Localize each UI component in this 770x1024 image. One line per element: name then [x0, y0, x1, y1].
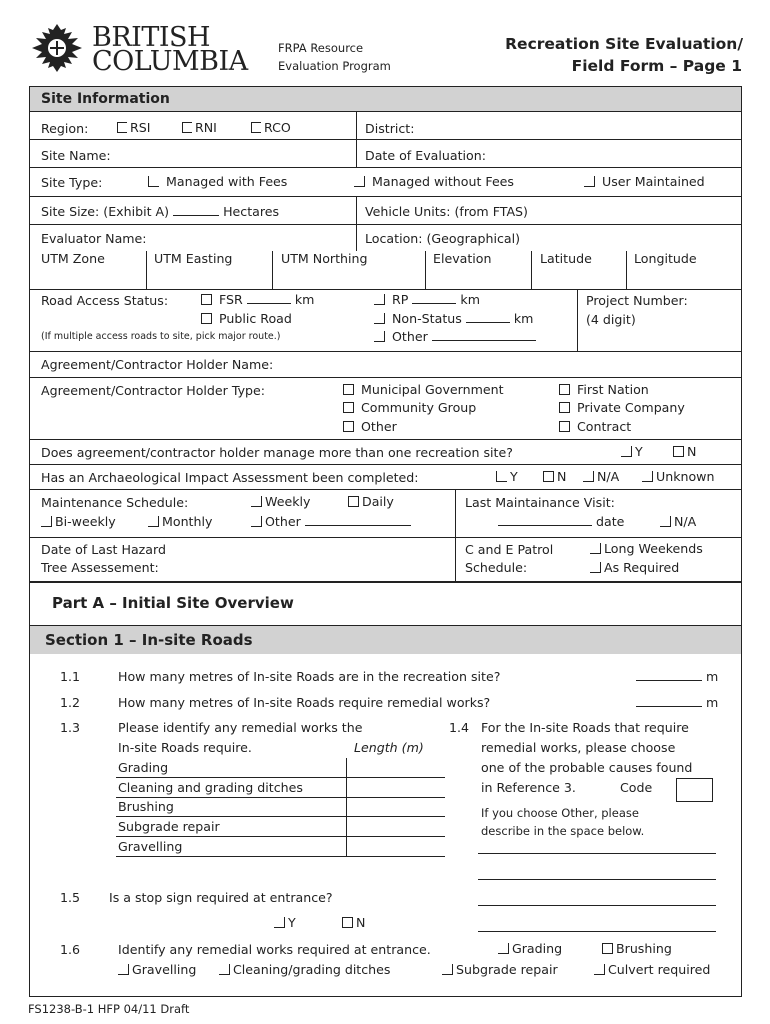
multi-site-yes[interactable]: Y	[621, 444, 643, 459]
logo-text-british: BRITISH	[92, 22, 211, 53]
maint-monthly[interactable]: Monthly	[148, 514, 212, 529]
evaluator-name-field[interactable]: Evaluator Name:	[41, 231, 147, 246]
site-type-label: Site Type:	[41, 175, 103, 190]
q1-5-yes[interactable]: Y	[274, 915, 296, 930]
site-type-managed-no-fees[interactable]: Managed without Fees	[354, 174, 514, 189]
work-grading: Grading	[118, 760, 169, 775]
other-describe-line-2[interactable]	[478, 879, 716, 880]
region-option-rco[interactable]: RCO	[251, 120, 291, 135]
holder-type-municipal[interactable]: Municipal Government	[343, 382, 504, 397]
length-header: Length (m)	[354, 740, 424, 755]
q1-4-other-line2: describe in the space below.	[481, 824, 645, 838]
holder-type-other[interactable]: Other	[343, 419, 397, 434]
utm-zone-field[interactable]: UTM Zone	[41, 251, 105, 266]
other-describe-line-4[interactable]	[478, 931, 716, 932]
site-size-field[interactable]: Site Size: (Exhibit A) Hectares	[41, 204, 280, 219]
q1-3-text-line2: In-site Roads require.	[118, 740, 252, 755]
work-subgrade: Subgrade repair	[118, 819, 220, 834]
form-id-footer: FS1238-B-1 HFP 04/11 Draft	[28, 1002, 190, 1016]
region-option-rsi[interactable]: RSI	[117, 120, 150, 135]
q1-4-line3: one of the probable causes found	[481, 760, 693, 775]
road-access-label: Road Access Status:	[41, 293, 169, 308]
utm-northing-field[interactable]: UTM Northing	[281, 251, 368, 266]
q1-5-text: Is a stop sign required at entrance?	[109, 890, 333, 905]
entrance-brushing[interactable]: Brushing	[602, 941, 672, 956]
q1-1-text: How many metres of In-site Roads are in the recreation site?	[118, 669, 501, 684]
holder-type-contract[interactable]: Contract	[559, 419, 631, 434]
q1-1-number: 1.1	[60, 669, 81, 684]
patrol-label-line2: Schedule:	[465, 560, 528, 575]
elevation-field[interactable]: Elevation	[433, 251, 492, 266]
date-of-evaluation-field[interactable]: Date of Evaluation:	[365, 148, 486, 163]
entrance-subgrade[interactable]: Subgrade repair	[442, 962, 558, 977]
holder-type-first-nation[interactable]: First Nation	[559, 382, 649, 397]
q1-4-line1: For the In-site Roads that require	[481, 720, 689, 735]
maint-other[interactable]: Other	[251, 514, 411, 529]
q1-3-text-line1: Please identify any remedial works the	[118, 720, 363, 735]
q1-2-number: 1.2	[60, 695, 81, 710]
arch-na[interactable]: N/A	[583, 469, 619, 484]
entrance-gravelling[interactable]: Gravelling	[118, 962, 196, 977]
utm-easting-field[interactable]: UTM Easting	[154, 251, 233, 266]
maint-weekly[interactable]: Weekly	[251, 494, 310, 509]
region-label: Region:	[41, 121, 89, 136]
location-field[interactable]: Location: (Geographical)	[365, 231, 521, 246]
site-type-managed-fees[interactable]: Managed with Fees	[148, 174, 287, 189]
patrol-as-required[interactable]: As Required	[590, 560, 679, 575]
maint-biweekly[interactable]: Bi-weekly	[41, 514, 116, 529]
road-fsr-option[interactable]: FSR km	[201, 292, 314, 307]
q1-5-no[interactable]: N	[342, 915, 365, 930]
code-input-box[interactable]	[676, 778, 713, 802]
multi-site-no[interactable]: N	[673, 444, 696, 459]
road-non-status-option[interactable]: Non-Status km	[374, 311, 533, 326]
patrol-label-line1: C and E Patrol	[465, 542, 554, 557]
entrance-cleaning-ditches[interactable]: Cleaning/grading ditches	[219, 962, 390, 977]
holder-name-field[interactable]: Agreement/Contractor Holder Name:	[41, 357, 274, 372]
project-number-field[interactable]: Project Number:	[586, 293, 688, 308]
last-visit-date-field[interactable]: date	[498, 514, 624, 529]
entrance-grading[interactable]: Grading	[498, 941, 562, 956]
road-public-option[interactable]: Public Road	[201, 311, 292, 326]
holder-type-community[interactable]: Community Group	[343, 400, 476, 415]
q1-6-text: Identify any remedial works required at entrance.	[118, 942, 431, 957]
multi-site-question: Does agreement/contractor holder manage more than one recreation site?	[41, 445, 513, 460]
maint-schedule-label: Maintenance Schedule:	[41, 495, 189, 510]
q1-4-line4: in Reference 3.	[481, 780, 576, 795]
q1-4-number: 1.4	[449, 720, 470, 735]
holder-type-label: Agreement/Contractor Holder Type:	[41, 383, 266, 398]
maint-daily[interactable]: Daily	[348, 494, 394, 509]
work-gravelling: Gravelling	[118, 839, 183, 854]
project-number-sub: (4 digit)	[586, 312, 636, 327]
patrol-long-weekends[interactable]: Long Weekends	[590, 541, 703, 556]
hazard-tree-field-line2: Tree Assessement:	[41, 560, 159, 575]
bc-crest-logo	[28, 22, 86, 74]
logo-text-columbia: COLUMBIA	[92, 46, 248, 77]
last-visit-na[interactable]: N/A	[660, 514, 696, 529]
other-describe-line-3[interactable]	[478, 905, 716, 906]
form-title-line-1: Recreation Site Evaluation/	[505, 35, 743, 53]
entrance-culvert[interactable]: Culvert required	[594, 962, 710, 977]
hazard-tree-field-line1[interactable]: Date of Last Hazard	[41, 542, 166, 557]
site-name-field[interactable]: Site Name:	[41, 148, 111, 163]
q1-1-answer-field[interactable]: m	[636, 669, 718, 684]
q1-4-other-line1: If you choose Other, please	[481, 806, 639, 820]
part-a-title: Part A – Initial Site Overview	[52, 594, 294, 612]
last-visit-label: Last Maintainance Visit:	[465, 495, 615, 510]
latitude-field[interactable]: Latitude	[540, 251, 592, 266]
q1-2-answer-field[interactable]: m	[636, 695, 718, 710]
vehicle-units-field[interactable]: Vehicle Units: (from FTAS)	[365, 204, 528, 219]
district-field[interactable]: District:	[365, 121, 415, 136]
arch-question: Has an Archaeological Impact Assessment been completed:	[41, 470, 419, 485]
q1-5-number: 1.5	[60, 890, 81, 905]
road-other-option[interactable]: Other	[374, 329, 536, 344]
holder-type-private[interactable]: Private Company	[559, 400, 685, 415]
q1-3-number: 1.3	[60, 720, 81, 735]
code-label: Code	[620, 780, 653, 795]
program-line-2: Evaluation Program	[278, 59, 391, 73]
arch-no[interactable]: N	[543, 469, 566, 484]
other-describe-line-1[interactable]	[478, 853, 716, 854]
section-1-title: Section 1 – In-site Roads	[45, 631, 253, 649]
q1-4-line2: remedial works, please choose	[481, 740, 676, 755]
site-type-user-maintained[interactable]: User Maintained	[584, 174, 705, 189]
site-info-title: Site Information	[41, 91, 170, 107]
arch-yes[interactable]: Y	[496, 469, 518, 484]
form-title-line-2: Field Form – Page 1	[571, 57, 742, 75]
arch-unknown[interactable]: Unknown	[642, 469, 714, 484]
work-brushing: Brushing	[118, 799, 174, 814]
longitude-field[interactable]: Longitude	[634, 251, 697, 266]
program-line-1: FRPA Resource	[278, 41, 364, 55]
length-input-column[interactable]	[347, 758, 445, 856]
q1-6-number: 1.6	[60, 942, 81, 957]
work-cleaning-ditches: Cleaning and grading ditches	[118, 780, 303, 795]
road-access-note: (If multiple access roads to site, pick major route.)	[41, 331, 281, 342]
region-option-rni[interactable]: RNI	[182, 120, 217, 135]
q1-2-text: How many metres of In-site Roads require remedial works?	[118, 695, 491, 710]
road-rp-option[interactable]: RP km	[374, 292, 480, 307]
